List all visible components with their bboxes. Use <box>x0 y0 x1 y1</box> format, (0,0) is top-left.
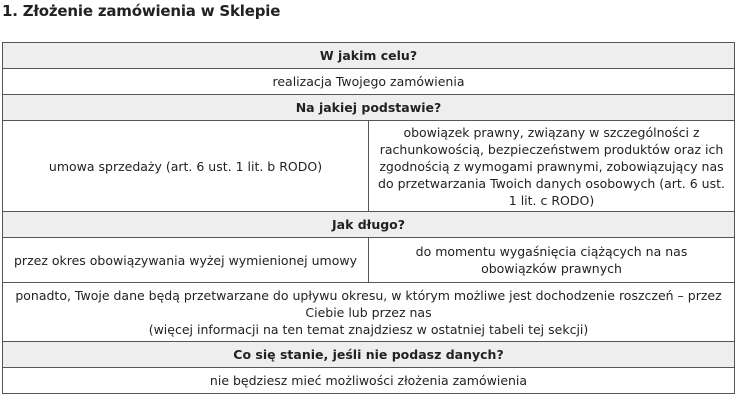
basis-header: Na jakiej podstawie? <box>3 95 735 121</box>
duration-contract-cell: przez okres obowiązywania wyżej wymienionej umowy <box>3 238 369 283</box>
duration-claims-text: ponadto, Twoje dane będą przetwarzane do upływu okresu, w którym możliwe jest dochodzenie roszczeń – przez Ciebie lub przez nas <box>15 287 722 320</box>
purpose-value: realizacja Twojego zamówienia <box>3 69 735 95</box>
basis-contract-cell: umowa sprzedaży (art. 6 ust. 1 lit. b RODO) <box>3 121 369 212</box>
duration-claims-note: (więcej informacji na ten temat znajdziesz w ostatniej tabeli tej sekcji) <box>148 321 589 337</box>
duration-header: Jak długo? <box>3 212 735 238</box>
consequence-value: nie będziesz mieć możliwości złożenia zamówienia <box>3 368 735 394</box>
duration-claims-cell <box>3 283 735 342</box>
basis-legal-obligation-cell: obowiązek prawny, związany w szczególności z rachunkowością, bezpieczeństwem produktów oraz ich zgodnością z wymogami prawnymi, zobowiązujący nas do przetwarzania Twoich danych osobowych (art. 6 ust. 1 lit. c RODO) <box>369 121 735 212</box>
consequence-header: Co się stanie, jeśli nie podasz danych? <box>3 342 735 368</box>
section-title: 1. Złożenie zamówienia w Sklepie <box>2 2 281 20</box>
purpose-header: W jakim celu? <box>3 43 735 69</box>
data-processing-table <box>2 42 735 394</box>
duration-legal-cell: do momentu wygaśnięcia ciążących na nas obowiązków prawnych <box>369 238 735 283</box>
